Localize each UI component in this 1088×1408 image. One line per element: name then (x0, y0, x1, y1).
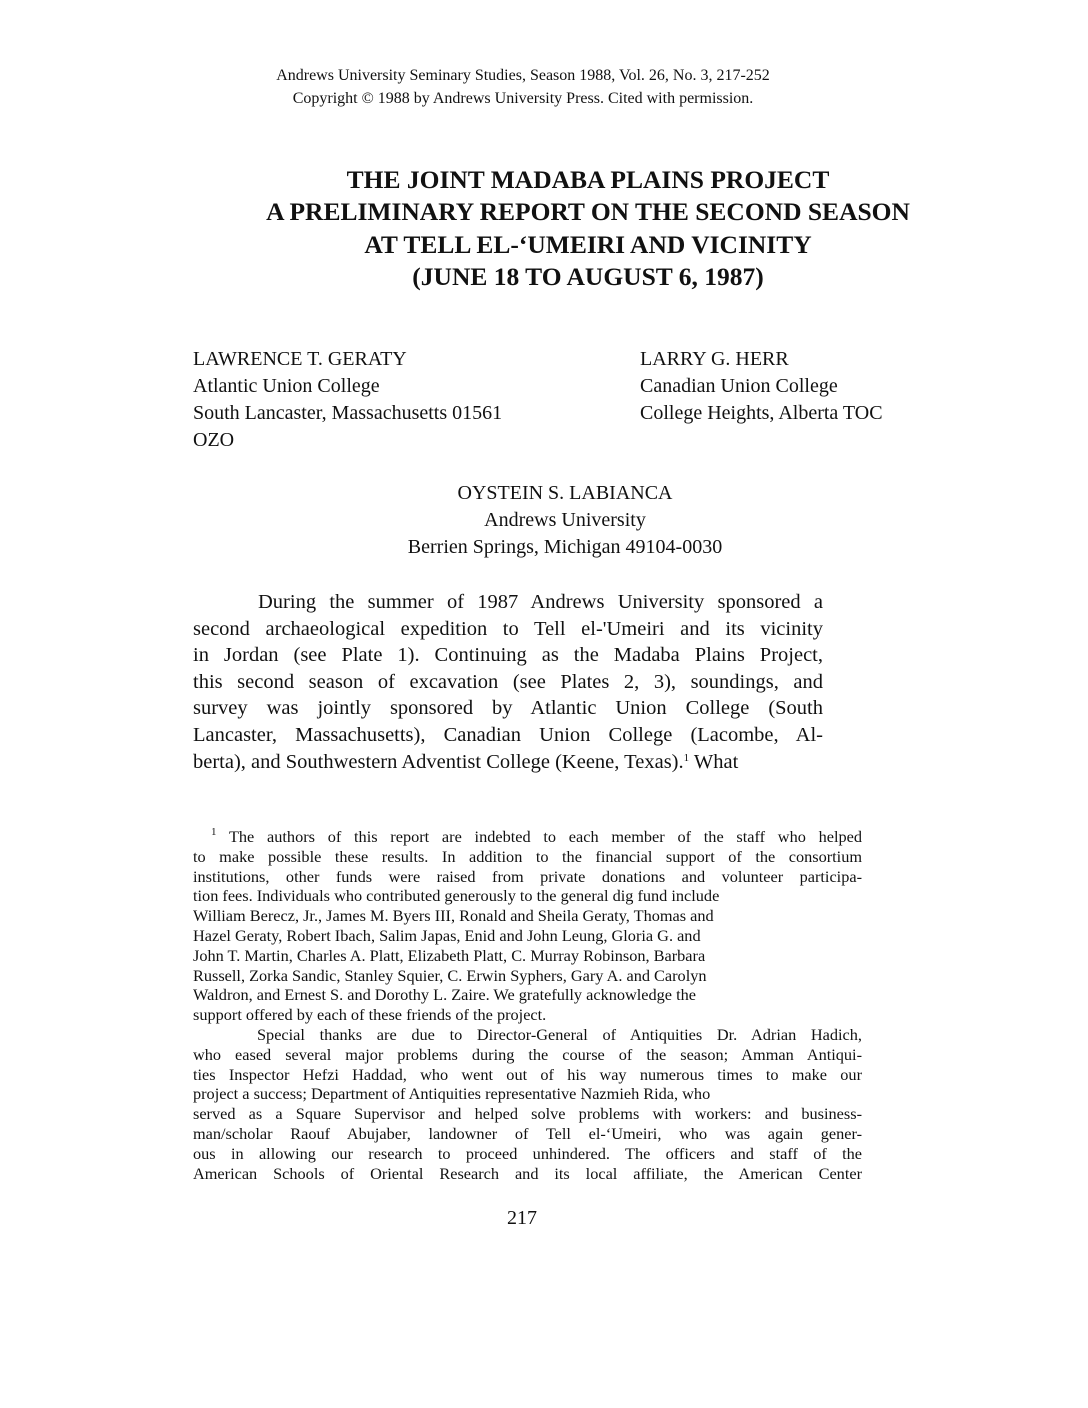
author-name: OYSTEIN S. LABIANCA (457, 482, 673, 504)
body-line: this second season of excavation (see Plates 2, 3), soundings, and (193, 670, 823, 693)
citation-line: Andrews University Seminary Studies, Season 1988, Vol. 26, No. 3, 217-252 (276, 67, 770, 84)
author-affiliation: Canadian Union College (640, 375, 838, 397)
body-line: berta), and Southwestern Adventist College (Keene, Texas).$^1$ What (193, 750, 739, 773)
article-title (0, 164, 1088, 293)
author-address: Berrien Springs, Michigan 49104-0030 (407, 536, 723, 558)
footnote-line: ous in allowing our research to proceed unhindered. The officers and staff of the (193, 1143, 862, 1163)
footnote-line: project a success; Department of Antiquities representative Nazmieh Rida, who (193, 1084, 711, 1104)
author-address: OZO (193, 429, 235, 451)
author-address: South Lancaster, Massachusetts 01561 (193, 402, 503, 424)
title-line: A PRELIMINARY REPORT ON THE SECOND SEASON (266, 197, 910, 227)
title-line: THE JOINT MADABA PLAINS PROJECT (346, 165, 830, 194)
author-name: LARRY G. HERR (640, 348, 789, 370)
author-geraty (193, 346, 502, 454)
footnote-line: John T. Martin, Charles A. Platt, Elizabeth Platt, C. Murray Robinson, Barbara (193, 945, 706, 965)
footnote-line: American Schools of Oriental Research and its local affiliate, the American Center (193, 1163, 862, 1183)
page-number: 217 (507, 1207, 537, 1229)
body-line: During the summer of 1987 Andrews University sponsored a (258, 591, 823, 613)
footnote-marker: 1 (211, 826, 217, 838)
author-herr (640, 346, 883, 427)
footnote-line: Waldron, and Ernest S. and Dorothy L. Zaire. We gratefully acknowledge the (193, 985, 696, 1005)
footnote-line: who eased several major problems during the course of the season; Amman Antiqui- (193, 1044, 862, 1064)
footnote-line: Hazel Geraty, Robert Ibach, Salim Japas, Enid and John Leung, Gloria G. and (193, 925, 701, 945)
footnote-line: to make possible these results. In addition to the financial support of the consortium (193, 846, 862, 866)
footnote-line: Special thanks are due to Director-General of Antiquities Dr. Adrian Hadich, (257, 1024, 862, 1044)
copyright-line: Copyright © 1988 by Andrews University Press. Cited with permission. (292, 90, 754, 107)
author-affiliation: Andrews University (484, 509, 646, 531)
body-line: Lancaster, Massachusetts), Canadian Union College (Lacombe, Al- (193, 723, 823, 746)
footnote-line: served as a Square Supervisor and helped solve problems with workers: and business- (193, 1104, 862, 1124)
footnote (193, 827, 862, 1183)
title-line: (JUNE 18 TO AUGUST 6, 1987) (412, 261, 764, 291)
author-address: College Heights, Alberta TOC (640, 402, 883, 424)
title-line: AT TELL EL-‘UMEIRI AND VICINITY (364, 229, 812, 259)
footnote-line: William Berecz, Jr., James M. Byers III, Ronald and Sheila Geraty, Thomas and (193, 906, 714, 926)
footnote-line: man/scholar Raouf Abujaber, landowner of Tell el-‘Umeiri, who was again gener- (193, 1123, 862, 1143)
footnote-line: Russell, Zorka Sandic, Stanley Squier, C. Erwin Syphers, Gary A. and Carolyn (193, 965, 707, 985)
footnote-line: tion fees. Individuals who contributed generously to the general dig fund include (193, 886, 720, 906)
author-name: LAWRENCE T. GERATY (193, 348, 407, 370)
body-line: survey was jointly sponsored by Atlantic Union College (South (193, 697, 823, 720)
body-paragraph (193, 589, 823, 775)
author-labianca (380, 480, 750, 561)
footnote-line: support offered by each of these friends of the project. (193, 1005, 547, 1025)
footnote-line: institutions, other funds were raised from private donations and volunteer participa- (193, 866, 862, 886)
author-affiliation: Atlantic Union College (193, 375, 380, 397)
body-line: second archaeological expedition to Tell el-'Umeiri and its vicinity (193, 617, 823, 640)
footnote-line: ties Inspector Hefzi Haddad, who went out of his way numerous times to make our (193, 1064, 862, 1084)
running-header (0, 64, 1046, 110)
footnote-ref: 1 (683, 751, 690, 764)
footnote-line: $^1$ The authors of this report are indebted to each member of the staff who helped (211, 826, 862, 846)
body-line: in Jordan (see Plate 1). Continuing as the Madaba Plains Project, (193, 644, 823, 667)
